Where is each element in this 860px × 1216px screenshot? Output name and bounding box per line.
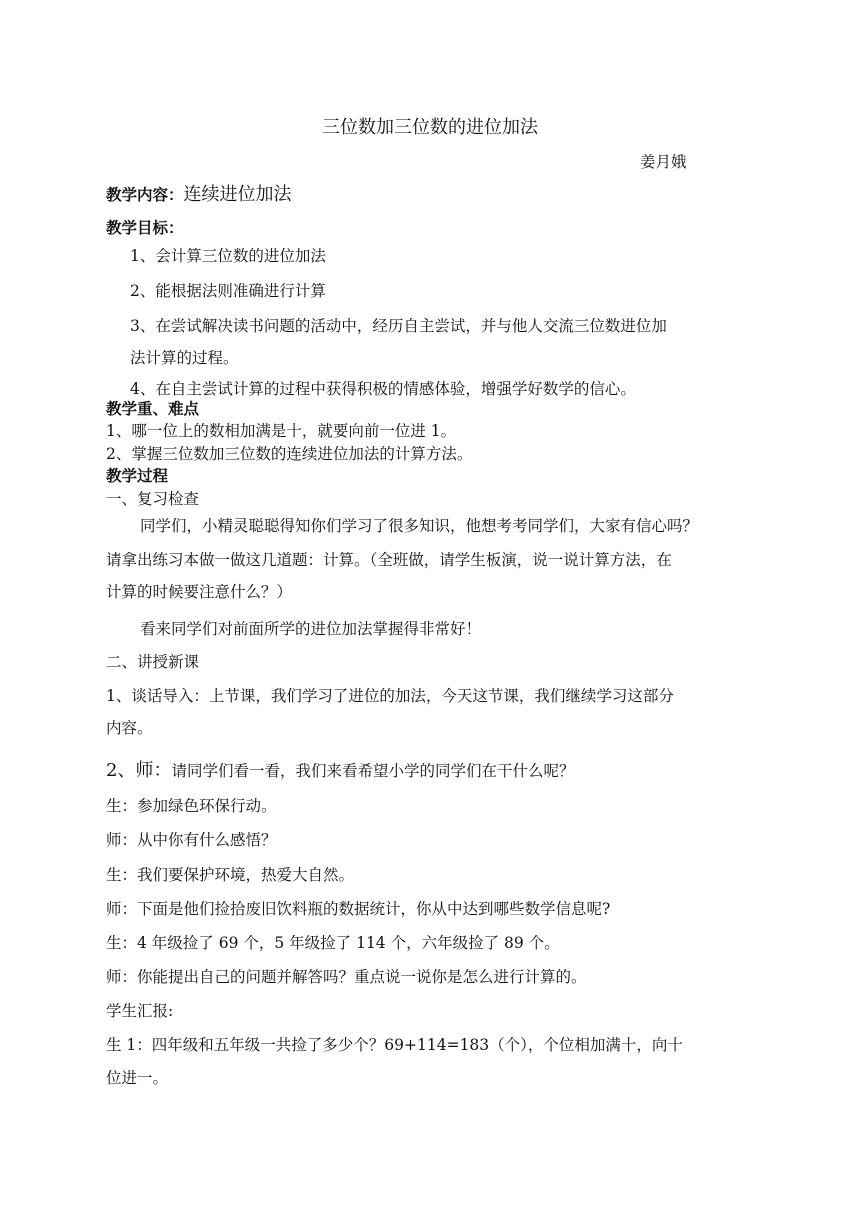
dialogue-line: 学生汇报:	[106, 1002, 174, 1020]
goal-item: 3、在尝试解决读书问题的活动中，经历自主尝试，并与他人交流三位数进位加	[130, 317, 667, 335]
dialogue-line: 生：4 年级捡了 69 个，5 年级捡了 114 个，六年级捡了 89 个。	[106, 934, 560, 952]
dialogue-line: 师：下面是他们捡拾废旧饮料瓶的数据统计，你从中达到哪些数学信息呢?	[106, 900, 611, 918]
review-paragraph-line: 请拿出练习本做一做这几道题：计算。（全班做，请学生板演，说一说计算方法，在	[106, 551, 672, 569]
dialogue-line: 生：我们要保护环境，热爱大自然。	[106, 866, 355, 884]
teacher-question-row	[106, 760, 574, 782]
review-paragraph-line: 计算的时候要注意什么？）	[106, 583, 293, 601]
intro-line: 1、谈话导入：上节课，我们学习了进位的加法，今天这节课，我们继续学习这部分	[106, 687, 674, 705]
goals-heading: 教学目标：	[106, 218, 184, 237]
dialogue-line: 师：你能提出自己的问题并解答吗？重点说一说你是怎么进行计算的。	[106, 968, 587, 986]
review-conclusion: 看来同学们对前面所学的进位加法掌握得非常好！	[140, 620, 482, 638]
content-label: 教学内容：	[106, 185, 184, 204]
goal-item: 2、能根据法则准确进行计算	[130, 282, 326, 300]
review-paragraph-line: 同学们，小精灵聪聪得知你们学习了很多知识，他想考考同学们，大家有信心吗？	[140, 517, 699, 535]
teacher-prefix: 2、师：	[106, 760, 172, 781]
key-point-item: 2、掌握三位数加三位数的连续进位加法的计算方法。	[106, 445, 473, 463]
dialogue-line: 师：从中你有什么感悟？	[106, 831, 277, 849]
dialogue-line: 生：参加绿色环保行动。	[106, 797, 277, 815]
content-value: 连续进位加法	[183, 184, 292, 205]
goal-item-continued: 法计算的过程。	[130, 349, 239, 367]
teacher-question: 请同学们看一看，我们来看希望小学的同学们在干什么呢？	[171, 762, 575, 780]
dialogue-line: 位进一。	[106, 1069, 169, 1087]
document-title: 三位数加三位数的进位加法	[322, 117, 538, 138]
goal-item: 4、在自主尝试计算的过程中获得积极的情感体验，增强学好数学的信心。	[130, 380, 636, 398]
new-lesson-heading: 二、讲授新课	[106, 653, 200, 671]
intro-line: 内容。	[106, 719, 153, 737]
key-point-item: 1、哪一位上的数相加满是十，就要向前一位进 1。	[106, 422, 457, 440]
review-heading: 一、复习检查	[106, 490, 200, 508]
content-row	[106, 184, 292, 206]
document-author: 姜月娥	[640, 153, 687, 171]
process-heading: 教学过程	[106, 466, 169, 485]
goal-item: 1、会计算三位数的进位加法	[130, 247, 326, 265]
dialogue-line: 生 1：四年级和五年级一共捡了多少个？69+114=183（个），个位相加满十，向十	[106, 1036, 683, 1054]
key-points-heading: 教学重、难点	[106, 399, 200, 418]
